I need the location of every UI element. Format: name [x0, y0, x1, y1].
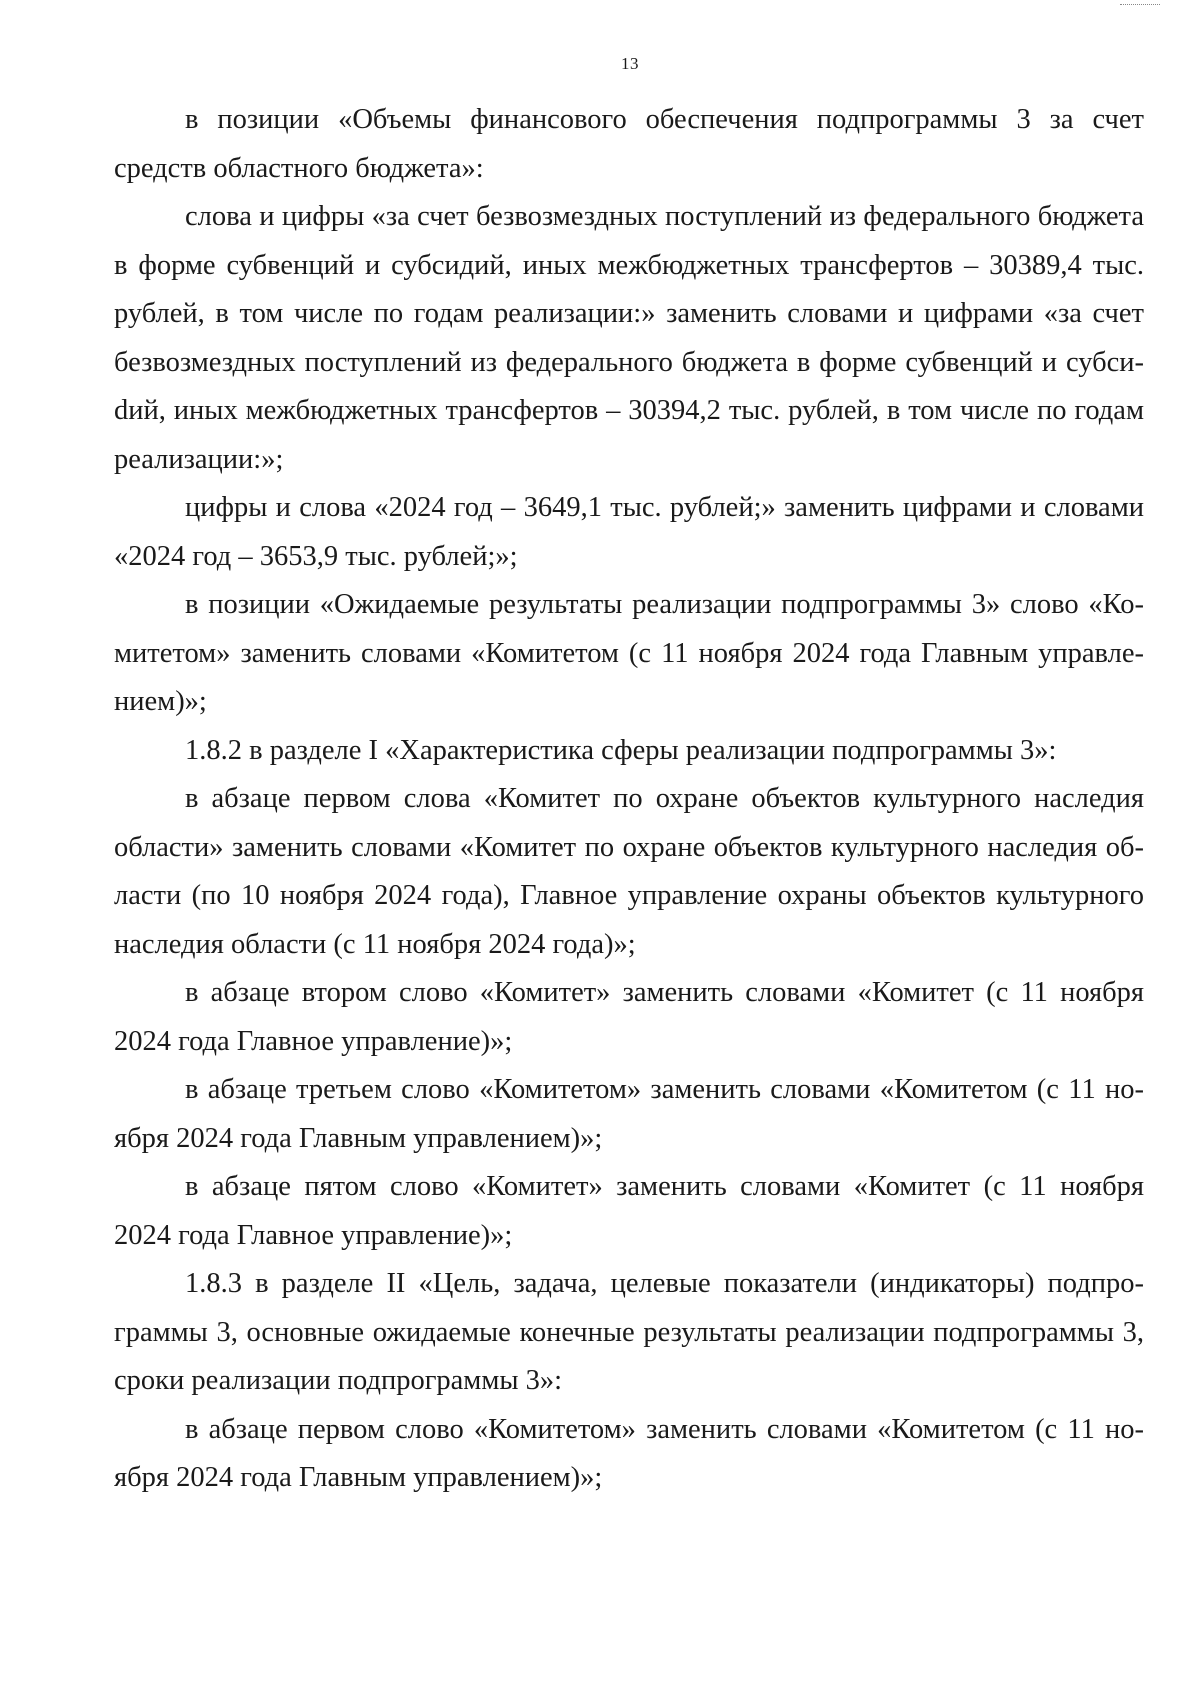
scan-corner-mark — [1120, 0, 1160, 5]
page-number: 13 — [621, 54, 639, 73]
document-body — [114, 96, 1144, 1503]
paragraph-section-1-8-3-first-abzac: в абзаце первом слово «Комитетом» заменить словами «Комитетом (с 11 ноября 2024 года Главным управлением)»; — [114, 1413, 1144, 1493]
paragraph-section-1-8-2: 1.8.2 в разделе I «Характеристика сферы реализации подпрограммы 3»: — [185, 734, 1057, 766]
paragraph-section-1-8-3: 1.8.3 в разделе II «Цель, задача, целевые показатели (индикаторы) подпрограммы 3, основные ожидаемые конечные результаты реализации подпрограммы 3, сроки реализации подпрограммы 3»: — [114, 1268, 1144, 1396]
paragraph-third-abzac: в абзаце третьем слово «Комитетом» заменить словами «Комитетом (с 11 ноября 2024 года Главным управлением)»; — [114, 1074, 1144, 1154]
paragraph-expected-results: в позиции «Ожидаемые результаты реализации подпрограммы 3» слово «Комитетом» заменить словами «Комитетом (с 11 ноября 2024 года Главным управлением)»; — [114, 589, 1144, 717]
paragraph-first-abzac: в абзаце первом слова «Комитет по охране объектов культурного наследия области» заменить словами «Комитет по охране объектов культурного наследия области (по 10 ноября 2024 года), Главное управление охраны объектов культурного наследия области (с 11 ноября 2024 года)»; — [114, 783, 1144, 960]
paragraph-second-abzac: в абзаце втором слово «Комитет» заменить словами «Комитет (с 11 ноября 2024 года Главное управление)»; — [114, 977, 1144, 1057]
paragraph-2024-amount: цифры и слова «2024 год – 3649,1 тыс. рублей;» заменить цифрами и словами «2024 год – 3653,9 тыс. рублей;»; — [114, 492, 1144, 572]
paragraph-fifth-abzac: в абзаце пятом слово «Комитет» заменить словами «Комитет (с 11 ноября 2024 года Главное управление)»; — [114, 1171, 1144, 1251]
paragraph-federal-transfers: слова и цифры «за счет безвозмездных поступлений из федерального бюджета в форме субвенций и субсидий, иных межбюджетных трансфертов – 30389,4 тыс. рублей, в том числе по годам реализации:» заменить словами и цифрами «за счет безвозмездных поступлений из федерального бюджета в форме субвенций и субсиdий, иных межбюджетных трансфертов – 30394,2 тыс. рублей, в том числе по годам реализации:»; — [114, 201, 1144, 475]
paragraph-financing-position: в позиции «Объемы финансового обеспечения подпрограммы 3 за счет средств областного бюджета»: — [114, 104, 1144, 184]
